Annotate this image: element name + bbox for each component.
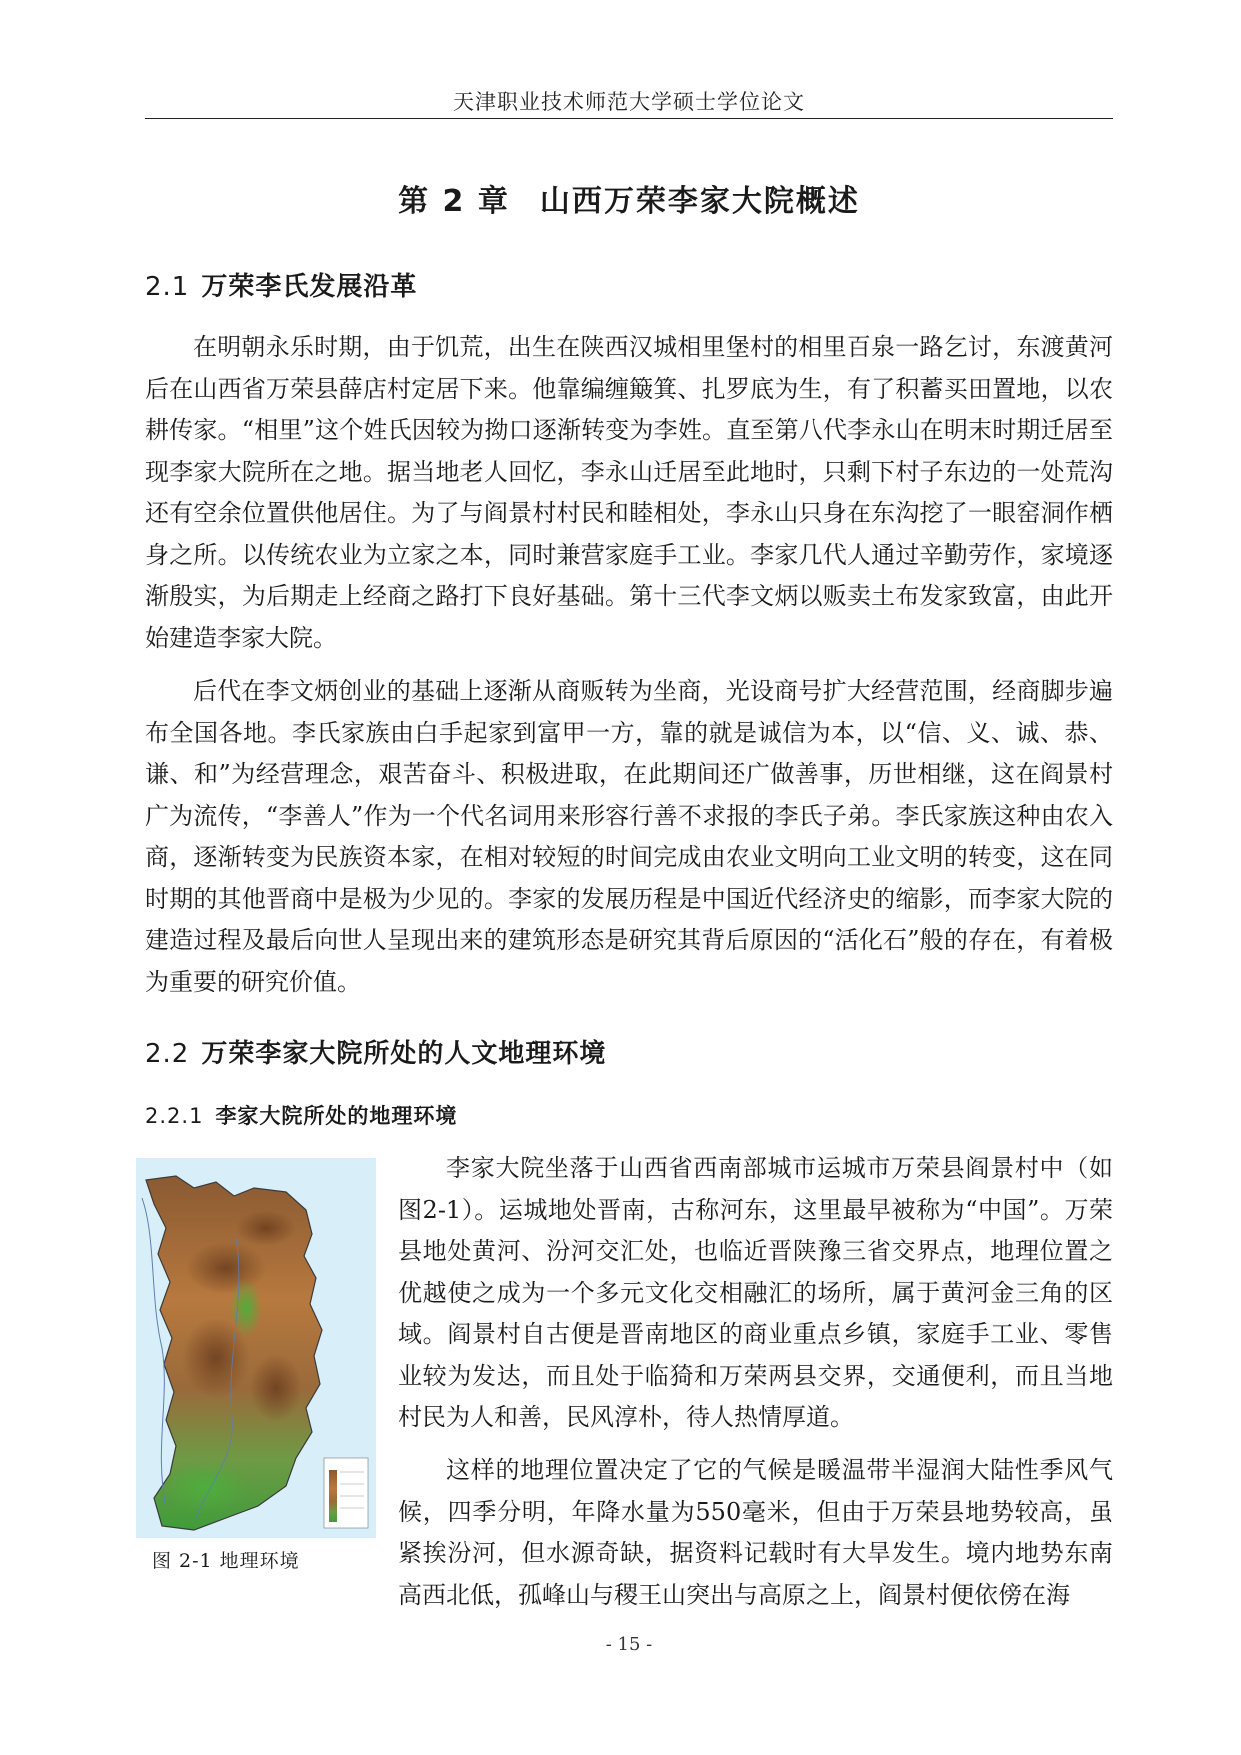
chapter-number: 第 2 章 [398,184,510,219]
section-number: 2.2 [145,1039,190,1069]
subsection-title: 李家大院所处的地理环境 [215,1104,458,1128]
page-number: - 15 - [605,1634,653,1655]
section-number: 2.1 [145,272,190,302]
section-heading-2-1 [145,266,417,303]
subsection-heading-2-2-1 [145,1100,457,1130]
body-paragraph: 在明朝永乐时期，由于饥荒，出生在陕西汉城相里堡村的相里百泉一路乞讨，东渡黄河后在山西省万荣县薛店村定居下来。他靠编缠簸箕、扎罗底为生，有了积蓄买田置地，以农耕传家。“相里”这个姓氏因较为拗口逐渐转变为李姓。直至第八代李永山在明末时期迁居至现李家大院所在之地。据当地老人回忆，李永山迁居至此地时，只剩下村子东边的一处荒沟还有空余位置供他居住。为了与阎景村村民和睦相处，李永山只身在东沟挖了一眼窑洞作栖身之所。以传统农业为立家之本，同时兼营家庭手工业。李家几代人通过辛勤劳作，家境逐渐殷实，为后期走上经商之路打下良好基础。第十三代李文炳以贩卖土布发家致富，由此开始建造李家大院。 [145,333,1113,652]
figure-caption: 图 2-1 地理环境 [152,1550,300,1572]
subsection-number: 2.2.1 [145,1104,204,1128]
chapter-name: 山西万荣李家大院概述 [539,184,860,219]
terrain-map-image [136,1158,376,1538]
running-header: 天津职业技术师范大学硕士学位论文 [453,90,805,114]
body-paragraph: 李家大院坐落于山西省西南部城市运城市万荣县阎景村中（如图2-1）。运城地处晋南，古称河东，这里最早被称为“中国”。万荣县地处黄河、汾河交汇处，也临近晋陕豫三省交界点，地理位置之优越使之成为一个多元文化交相融汇的场所，属于黄河金三角的区域。阎景村自古便是晋南地区的商业重点乡镇，家庭手工业、零售业较为发达，而且处于临猗和万荣两县交界，交通便利，而且当地村民为人和善，民风淳朴，待人热情厚道。 [398,1154,1113,1431]
terrain-map-graphic [136,1158,376,1538]
body-paragraph: 后代在李文炳创业的基础上逐渐从商贩转为坐商，光设商号扩大经营范围，经商脚步遍布全国各地。李氏家族由白手起家到富甲一方，靠的就是诚信为本，以“信、义、诚、恭、谦、和”为经营理念，艰苦奋斗、积极进取，在此期间还广做善事，历世相继，这在阎景村广为流传，“李善人”作为一个代名词用来形容行善不求报的李氏子弟。李氏家族这种由农入商，逐渐转变为民族资本家，在相对较短的时间完成由农业文明向工业文明的转变，这在同时期的其他晋商中是极为少见的。李家的发展历程是中国近代经济史的缩影，而李家大院的建造过程及最后向世人呈现出来的建筑形态是研究其背后原因的“活化石”般的存在，有着极为重要的研究价值。 [145,677,1113,996]
header-rule [145,118,1113,119]
body-paragraph: 这样的地理位置决定了它的气候是暖温带半湿润大陆性季风气候，四季分明，年降水量为550毫米，但由于万荣县地势较高，虽紧挨汾河，但水源奇缺，据资料记载时有大旱发生。境内地势东南高西北低，孤峰山与稷王山突出与高原之上，阎景村便依傍在海 [398,1456,1113,1609]
section-title: 万荣李家大院所处的人文地理环境 [201,1039,607,1069]
figure-2-1 [136,1158,376,1538]
section-title: 万荣李氏发展沿革 [201,272,418,302]
section-heading-2-2 [145,1033,606,1070]
chapter-title [145,176,1113,220]
